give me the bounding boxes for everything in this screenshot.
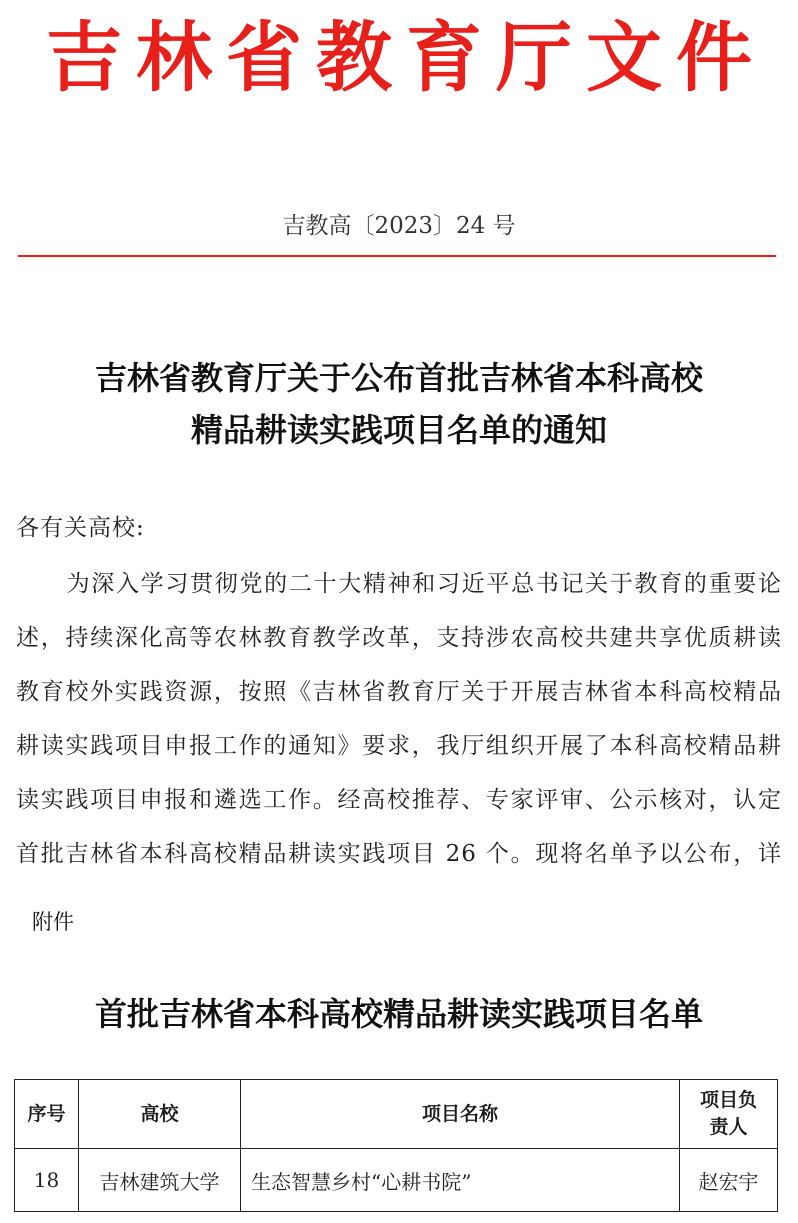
cell-lead: 赵宏宇 (680, 1149, 778, 1212)
red-divider (18, 255, 776, 257)
notice-title-line-1: 吉林省教育厅关于公布首批吉林省本科高校 (94, 359, 703, 397)
header-project: 项目名称 (241, 1080, 680, 1149)
cell-project: 生态智慧乡村“心耕书院” (241, 1149, 680, 1212)
header-lead (680, 1080, 778, 1149)
project-list-title: 首批吉林省本科高校精品耕读实践项目名单 (94, 995, 703, 1033)
header-index: 序号 (15, 1080, 79, 1149)
header-lead-line-1: 项目负 (699, 1089, 757, 1111)
table-header-row (15, 1080, 778, 1149)
notice-body-paragraph: 为深入学习贯彻党的二十大精神和习近平总书记关于教育的重要论述，持续深化高等农林教育教学改革，支持涉农高校共建共享优质耕读教育校外实践资源，按照《吉林省教育厅关于开展吉林省本科高校精品耕读实践项目申报工作的通知》要求，我厅组织开展了本科高校精品耕读实践项目申报和遴选工作。经高校推荐、专家评审、公示核对，认定首批吉林省本科高校精品耕读实践项目 26 个。现将名单予以公布，详 (16, 571, 782, 867)
document-masthead: 吉林省教育厅文件 (46, 13, 766, 102)
table-row (15, 1149, 778, 1212)
document-number: 吉教高〔2023〕24 号 (282, 213, 516, 239)
project-table (14, 1079, 778, 1212)
cell-school: 吉林建筑大学 (79, 1149, 241, 1212)
salutation: 各有关高校: (16, 515, 145, 541)
header-school: 高校 (79, 1080, 241, 1149)
header-lead-line-2: 责人 (709, 1116, 748, 1138)
notice-title-line-2: 精品耕读实践项目名单的通知 (190, 411, 607, 449)
attachment-label: 附件 (32, 910, 74, 934)
notice-title (0, 352, 798, 456)
cell-index: 18 (15, 1149, 79, 1212)
